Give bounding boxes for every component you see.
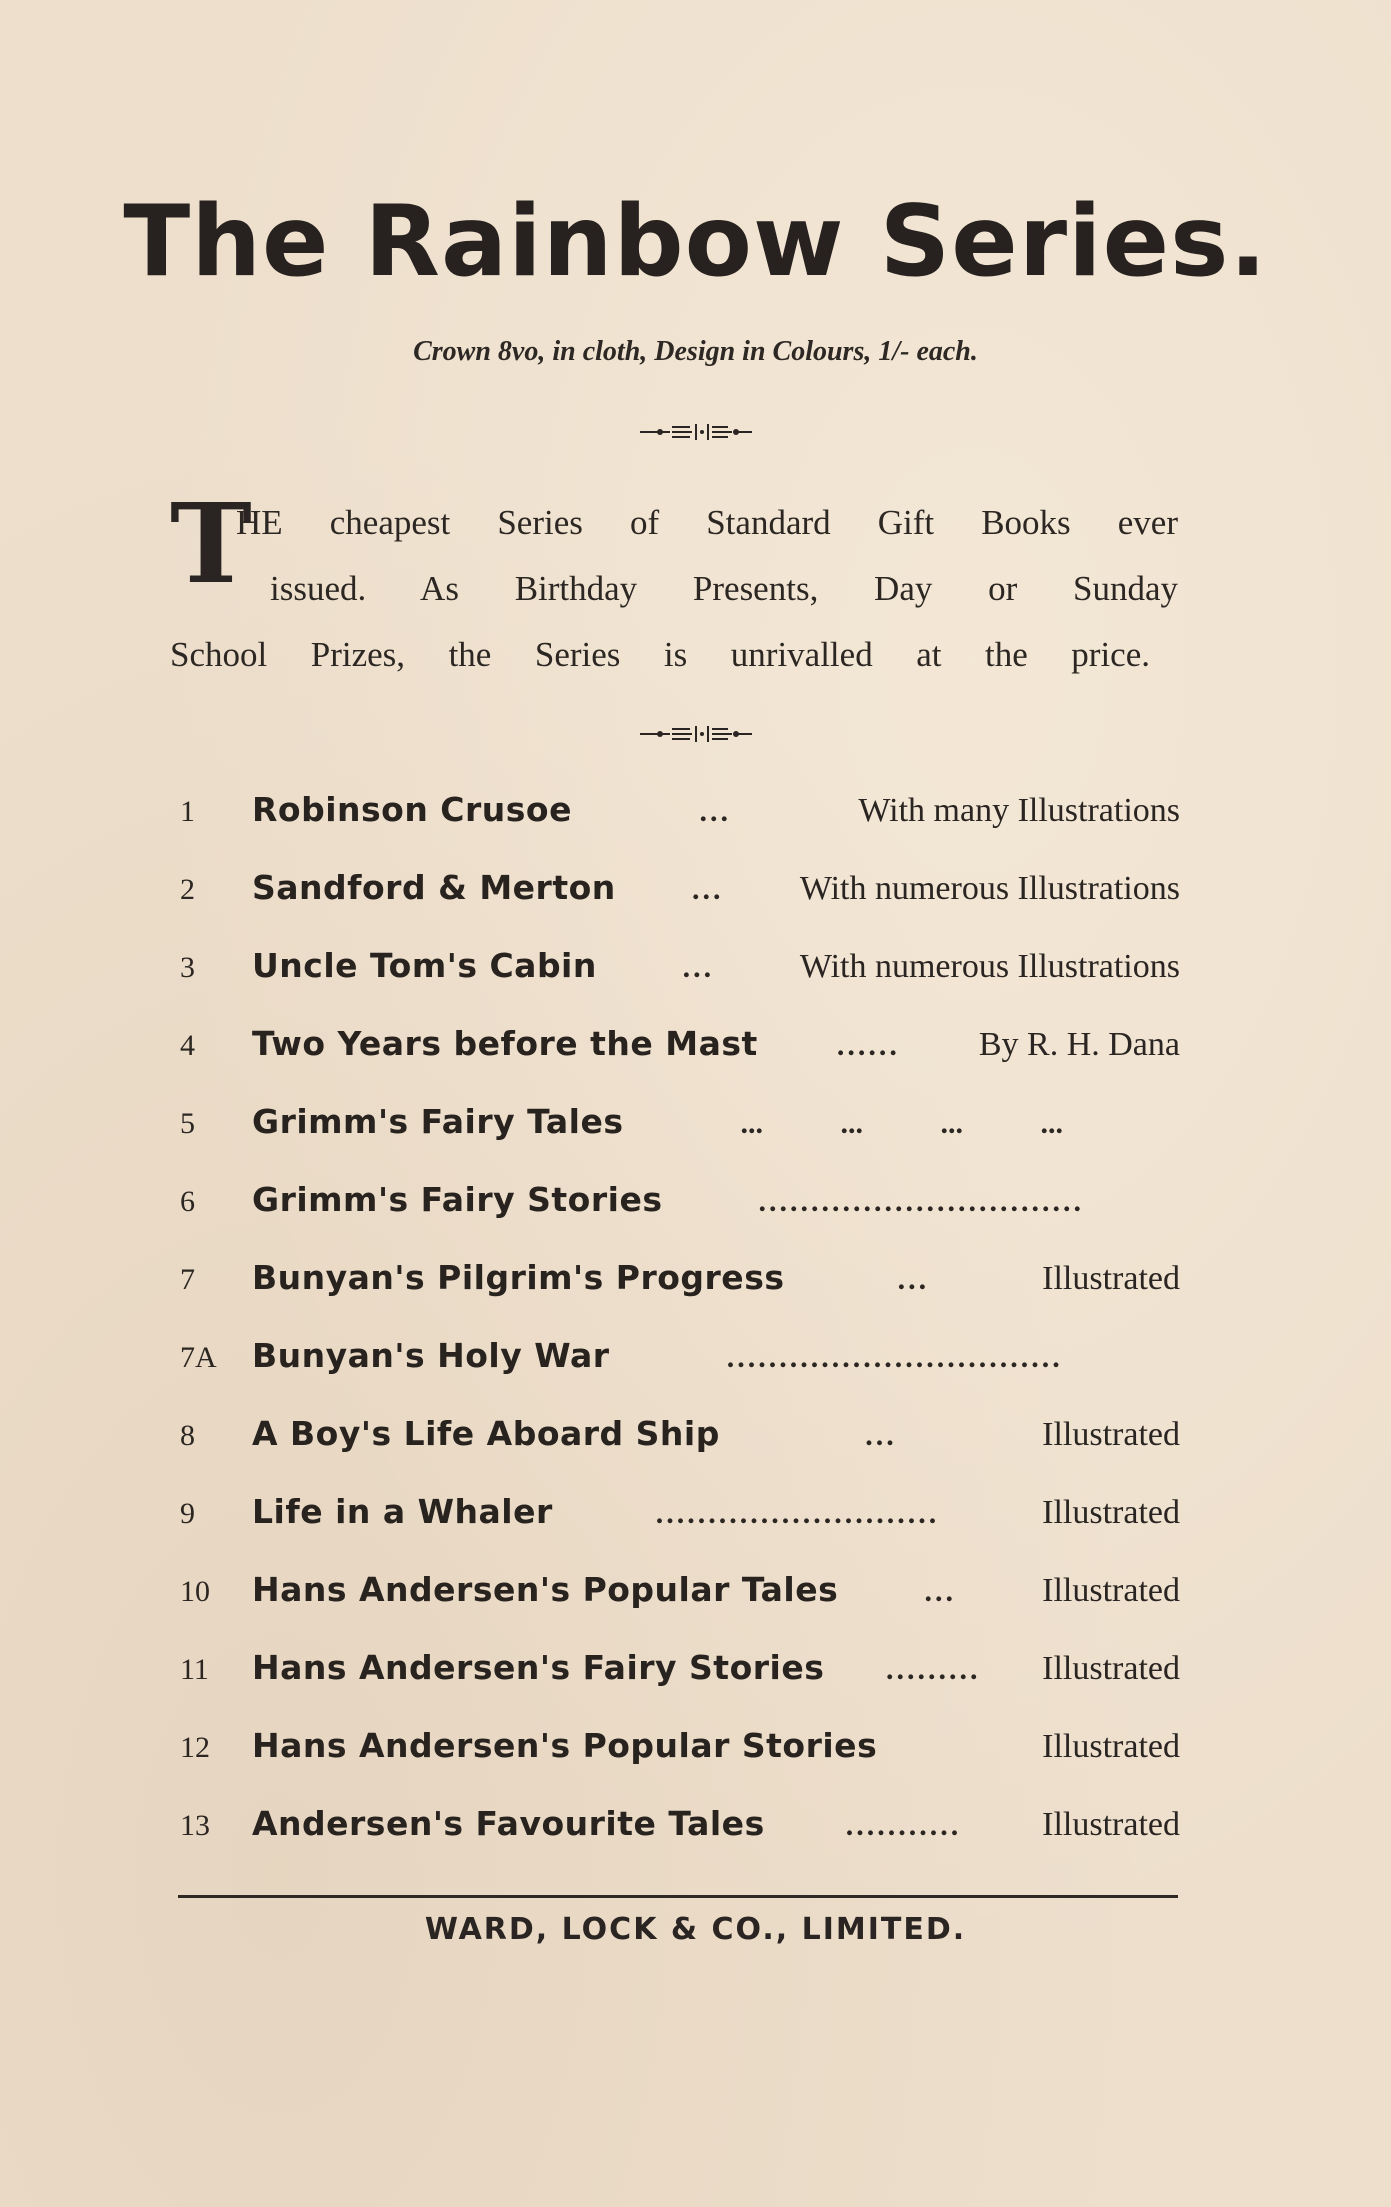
intro-line-2: issued. As Birthday Presents, Day or Sunday [270, 569, 1178, 608]
book-number: 7 [180, 1263, 195, 1296]
book-number: 2 [180, 873, 195, 906]
book-title: Two Years before the Mast [252, 1024, 758, 1063]
dot-leader: ................................ [726, 1341, 1063, 1374]
book-number: 4 [180, 1029, 195, 1062]
book-title: Bunyan's Holy War [252, 1336, 610, 1375]
list-item [180, 1258, 1180, 1318]
book-number: 3 [180, 951, 195, 984]
list-item [180, 1414, 1180, 1474]
book-note: Illustrated [1042, 1494, 1180, 1531]
list-item [180, 1336, 1180, 1396]
list-item [180, 1726, 1180, 1786]
book-title: Hans Andersen's Fairy Stories [252, 1648, 825, 1687]
list-item [180, 1180, 1180, 1240]
ornament-divider-top [0, 420, 1391, 449]
dot-leader: ......... [886, 1653, 981, 1686]
book-title: Robinson Crusoe [252, 790, 572, 829]
divider-rule [178, 1895, 1178, 1898]
book-number: 12 [180, 1731, 210, 1764]
drop-cap-letter: T [170, 479, 252, 608]
dot-leader: ... [699, 795, 731, 828]
list-item [180, 790, 1180, 850]
dot-leader: ........................... [655, 1497, 940, 1530]
dot-leader: ... [924, 1575, 956, 1608]
book-number: 11 [180, 1653, 209, 1686]
book-number: 8 [180, 1419, 195, 1452]
book-note: By R. H. Dana [978, 1026, 1180, 1063]
book-number: 7A [180, 1341, 217, 1374]
book-note: Illustrated [1042, 1572, 1180, 1609]
book-title: Andersen's Favourite Tales [252, 1804, 765, 1843]
list-item [180, 1492, 1180, 1552]
book-note: Illustrated [1042, 1728, 1180, 1765]
list-item [180, 1570, 1180, 1630]
book-title: Grimm's Fairy Stories [252, 1180, 663, 1219]
book-note: Illustrated [1042, 1650, 1180, 1687]
ornament-divider-middle [0, 722, 1391, 751]
list-item [180, 1804, 1180, 1864]
intro-line-1: HE cheapest Series of Standard Gift Books ever [236, 503, 1178, 542]
list-item [180, 1648, 1180, 1708]
book-number: 1 [180, 795, 195, 828]
list-item [180, 1102, 1180, 1162]
dot-leader: ... [692, 873, 724, 906]
book-number: 13 [180, 1809, 210, 1842]
book-title: Sandford & Merton [252, 868, 616, 907]
dot-leader: ............................... [758, 1185, 1084, 1218]
book-note: With many Illustrations [858, 792, 1180, 829]
book-number: 9 [180, 1497, 195, 1530]
series-subtitle: Crown 8vo, in cloth, Design in Colours, 1/- each. [413, 336, 978, 367]
dot-leader: ... ... ... ... [740, 1107, 1063, 1140]
dot-leader: ... [865, 1419, 897, 1452]
book-title: Hans Andersen's Popular Stories [252, 1726, 878, 1765]
book-note: Illustrated [1042, 1260, 1180, 1297]
book-title: Hans Andersen's Popular Tales [252, 1570, 839, 1609]
book-title: Grimm's Fairy Tales [252, 1102, 624, 1141]
book-number: 5 [180, 1107, 195, 1140]
dot-leader: ... [897, 1263, 930, 1296]
book-note: With numerous Illustrations [799, 870, 1180, 907]
book-title: A Boy's Life Aboard Ship [252, 1414, 720, 1453]
book-note: With numerous Illustrations [799, 948, 1180, 985]
book-note: Illustrated [1042, 1806, 1180, 1843]
book-title: Bunyan's Pilgrim's Progress [252, 1258, 785, 1297]
dot-leader: ... [682, 951, 715, 984]
dot-leader: ........... [845, 1809, 962, 1842]
book-number: 6 [180, 1185, 195, 1218]
list-item [180, 868, 1180, 928]
list-item [180, 1024, 1180, 1084]
book-number: 10 [180, 1575, 210, 1608]
book-title: Uncle Tom's Cabin [252, 946, 597, 985]
book-title: Life in a Whaler [252, 1492, 553, 1531]
intro-line-3: School Prizes, the Series is unrivalled at the price. [170, 635, 1150, 674]
publisher-imprint: WARD, LOCK & CO., LIMITED. [424, 1912, 967, 1947]
dot-leader: ...... [836, 1029, 900, 1062]
page-title: The Rainbow Series. [123, 185, 1268, 299]
list-item [180, 946, 1180, 1006]
book-note: Illustrated [1042, 1416, 1180, 1453]
